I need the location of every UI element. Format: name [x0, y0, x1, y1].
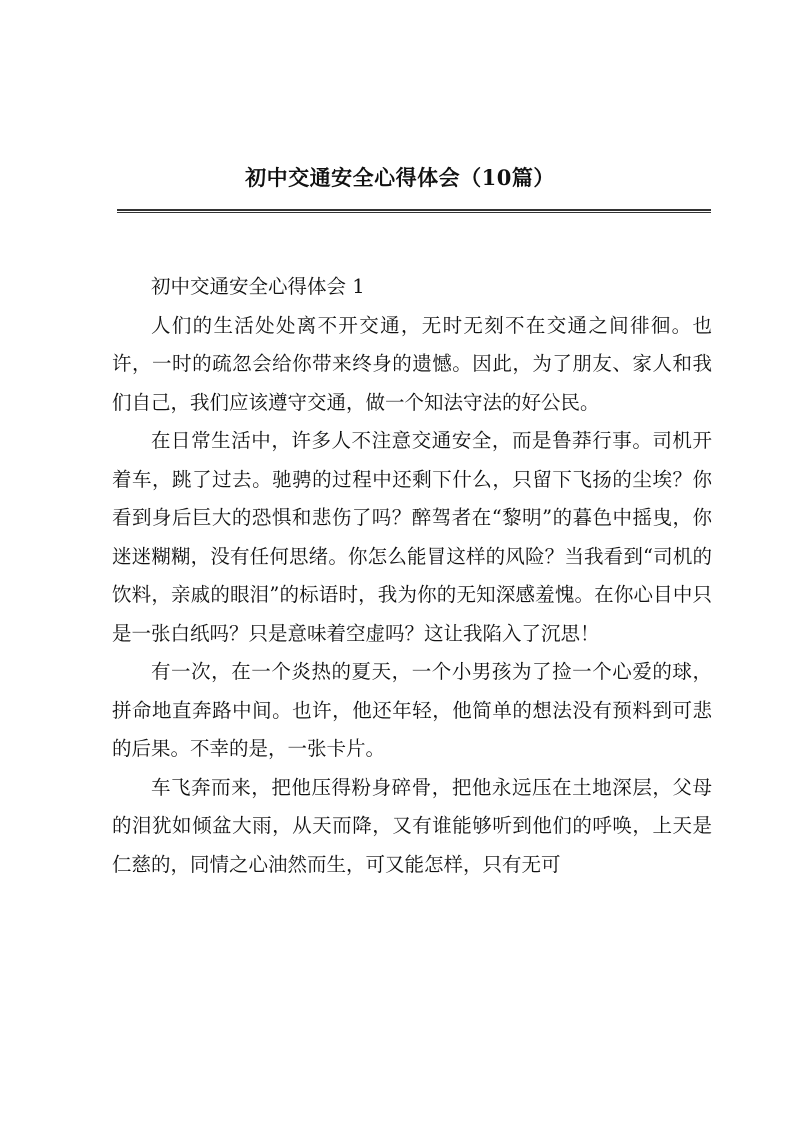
title-divider [117, 209, 711, 213]
document-title: 初中交通安全心得体会（10篇） [245, 165, 555, 190]
paragraph-3: 有一次，在一个炎热的夏天，一个小男孩为了捡一个心爱的球，拼命地直奔路中间。也许，他还年轻，他简单的想法没有预料到可悲的后果。不幸的是，一张卡片。 [112, 660, 712, 760]
paragraph-1: 人们的生活处处离不开交通，无时无刻不在交通之间徘徊。也许，一时的疏忽会给你带来终身的遗憾。因此，为了朋友、家人和我们自己，我们应该遵守交通，做一个知法守法的好公民。 [112, 313, 712, 414]
paragraph-2: 在日常生活中，许多人不注意交通安全，而是鲁莽行事。司机开着车，跳了过去。驰骋的过程中还剩下什么，只留下飞扬的尘埃？你看到身后巨大的恐惧和悲伤了吗？醉驾者在“黎明”的暮色中摇曳，你迷迷糊糊，没有任何思绪。你怎么能冒这样的风险？当我看到“司机的饮料，亲戚的眼泪”的标语时，我为你的无知深感羞愧。在你心目中只是一张白纸吗？只是意味着空虚吗？这让我陷入了沉思！ [112, 429, 712, 645]
document-body [112, 268, 712, 884]
paragraph-4: 车飞奔而来，把他压得粉身碎骨，把他永远压在土地深层，父母的泪犹如倾盆大雨，从天而降，又有谁能够听到他们的呼唤，上天是仁慈的，同情之心油然而生，可又能怎样，只有无可 [112, 775, 712, 876]
section-heading: 初中交通安全心得体会 1 [151, 275, 365, 298]
